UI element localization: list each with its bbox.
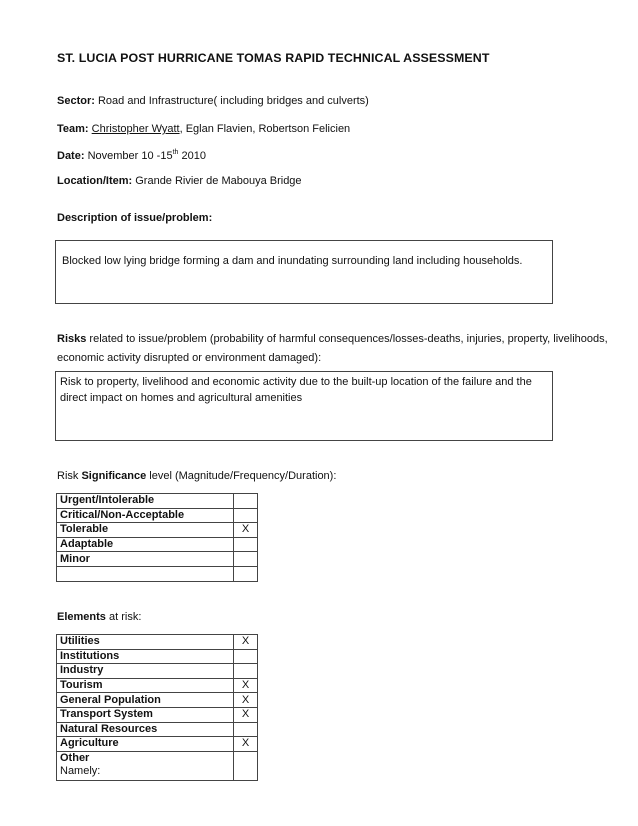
team-line: [57, 123, 350, 135]
table-row: [57, 751, 258, 780]
table-row: Tolerable X: [57, 523, 258, 538]
risks-heading: Risks related to issue/problem (probability of harmful consequences/losses-deaths, injuries, property, livelihoods,: [57, 333, 608, 345]
table-row: Transport System X: [57, 707, 258, 722]
team-members: , Eglan Flavien, Robertson Felicien: [179, 123, 351, 135]
sector-label: Sector:: [57, 95, 95, 107]
sector-line: [57, 95, 369, 107]
team-lead: Christopher Wyatt: [91, 123, 180, 135]
location-label: Location/Item:: [57, 175, 133, 187]
date-value-start: November 10 -15: [87, 150, 173, 162]
table-row: Utilities X: [57, 635, 258, 650]
risks-heading-line2: economic activity disrupted or environment damaged):: [57, 352, 322, 364]
element-mark: X: [234, 693, 258, 708]
significance-mark: [234, 494, 258, 509]
table-row: Natural Resources: [57, 722, 258, 737]
elements-heading: Elements at risk:: [57, 611, 142, 623]
table-row: Institutions: [57, 649, 258, 664]
date-superscript: th: [172, 149, 179, 156]
table-row: Urgent/Intolerable: [57, 494, 258, 509]
element-mark: X: [234, 707, 258, 722]
significance-heading: Risk Significance level (Magnitude/Frequency/Duration):: [57, 470, 337, 482]
risks-text-line2: direct impact on homes and agricultural amenities: [60, 392, 303, 404]
element-mark: [234, 664, 258, 679]
description-text: Blocked low lying bridge forming a dam and inundating surrounding land including households.: [62, 255, 523, 267]
table-row: Minor: [57, 552, 258, 567]
significance-mark: [234, 566, 258, 581]
location-line: [57, 175, 302, 187]
table-row: General Population X: [57, 693, 258, 708]
team-label: Team:: [57, 123, 89, 135]
significance-mark: [234, 552, 258, 567]
significance-mark: [234, 537, 258, 552]
element-mark: [234, 751, 258, 780]
element-mark: X: [234, 737, 258, 752]
namely-label: Namely:: [60, 764, 101, 777]
table-row: Adaptable: [57, 537, 258, 552]
significance-mark: X: [234, 523, 258, 538]
risks-box: [55, 371, 553, 441]
element-mark: [234, 649, 258, 664]
date-value-end: 2010: [178, 150, 206, 162]
element-mark: X: [234, 635, 258, 650]
elements-table: [56, 634, 258, 781]
table-row: Critical/Non-Acceptable: [57, 508, 258, 523]
date-line: [57, 150, 206, 162]
other-label: Other: [60, 751, 90, 764]
element-mark: X: [234, 678, 258, 693]
risks-text-line1: Risk to property, livelihood and economic activity due to the built-up location of the failure and the: [60, 376, 532, 388]
table-row: [57, 566, 258, 581]
sector-value: Road and Infrastructure( including bridges and culverts): [97, 95, 369, 107]
date-label: Date:: [57, 150, 85, 162]
location-value: Grande Rivier de Mabouya Bridge: [135, 175, 302, 187]
table-row: Agriculture X: [57, 737, 258, 752]
description-box: [55, 240, 553, 304]
table-row: Industry: [57, 664, 258, 679]
element-mark: [234, 722, 258, 737]
table-row: Tourism X: [57, 678, 258, 693]
significance-table: [56, 493, 258, 582]
description-heading: Description of issue/problem:: [57, 212, 213, 224]
significance-mark: [234, 508, 258, 523]
document-title: ST. LUCIA POST HURRICANE TOMAS RAPID TECHNICAL ASSESSMENT: [57, 51, 490, 65]
